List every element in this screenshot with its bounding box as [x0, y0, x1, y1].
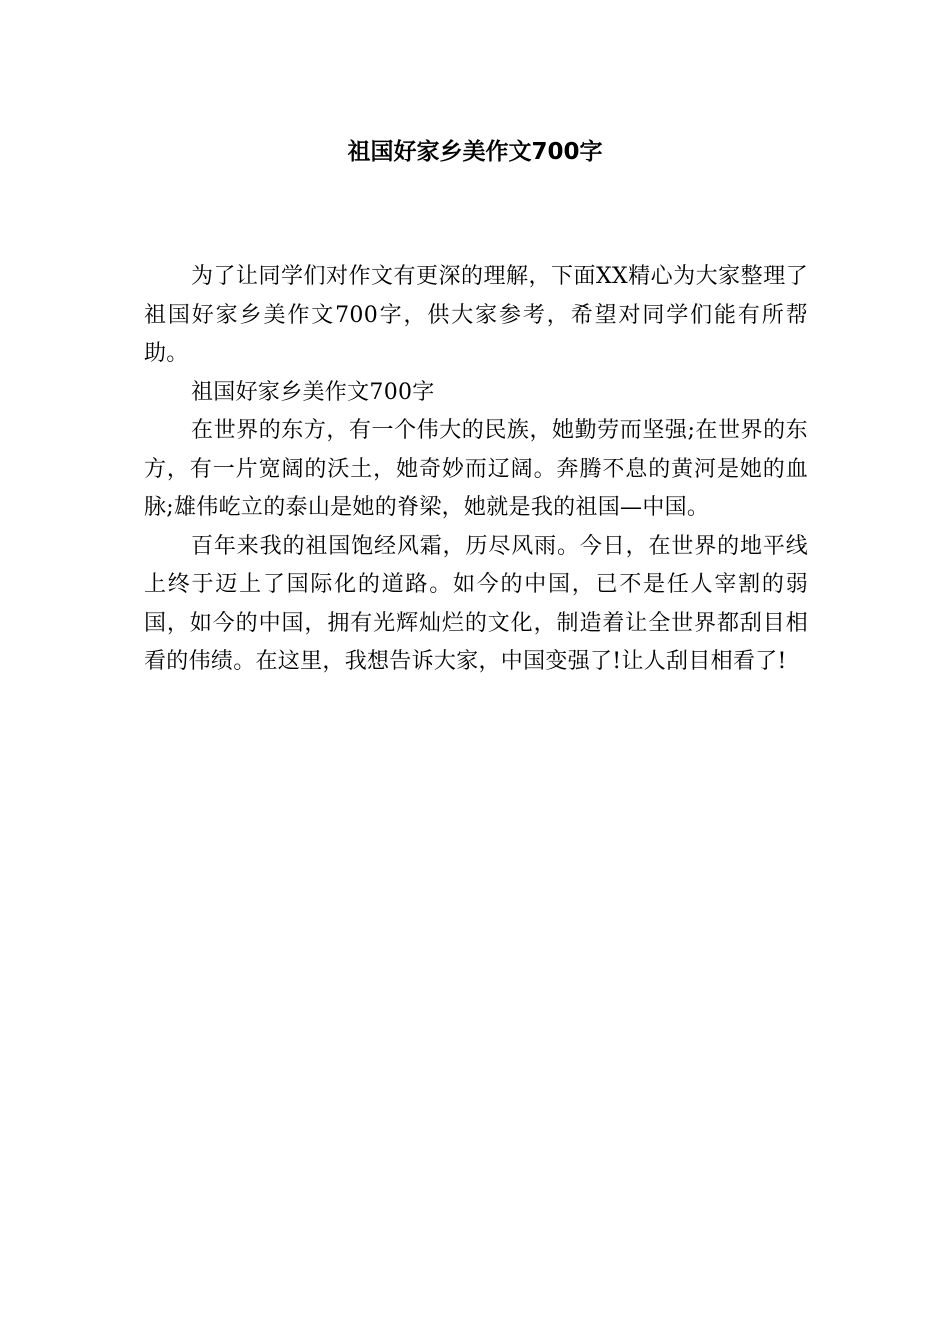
- essay-heading-paragraph: 祖国好家乡美作文700字: [191, 379, 435, 405]
- intro-paragraph: 为了让同学们对作文有更深的理解，下面XX精心为大家整理了祖国好家乡美作文700字，供大家参考，希望对同学们能有所帮助。: [144, 264, 808, 366]
- essay-paragraph-2: 百年来我的祖国饱经风霜，历尽风雨。今日，在世界的地平线上终于迈上了国际化的道路。如今的中国，已不是任人宰割的弱国，如今的中国，拥有光辉灿烂的文化，制造着让全世界都刮目相看的伟绩。在这里，我想告诉大家，中国变强了!让人刮目相看了!: [144, 533, 808, 674]
- document-body: [144, 258, 808, 682]
- essay-paragraph-1: 在世界的东方，有一个伟大的民族，她勤劳而坚强;在世界的东方，有一片宽阔的沃土，她奇妙而辽阔。奔腾不息的黄河是她的血脉;雄伟屹立的泰山是她的脊梁，她就是我的祖国—中国。: [144, 418, 808, 520]
- document-title: 祖国好家乡美作文700字: [347, 139, 603, 165]
